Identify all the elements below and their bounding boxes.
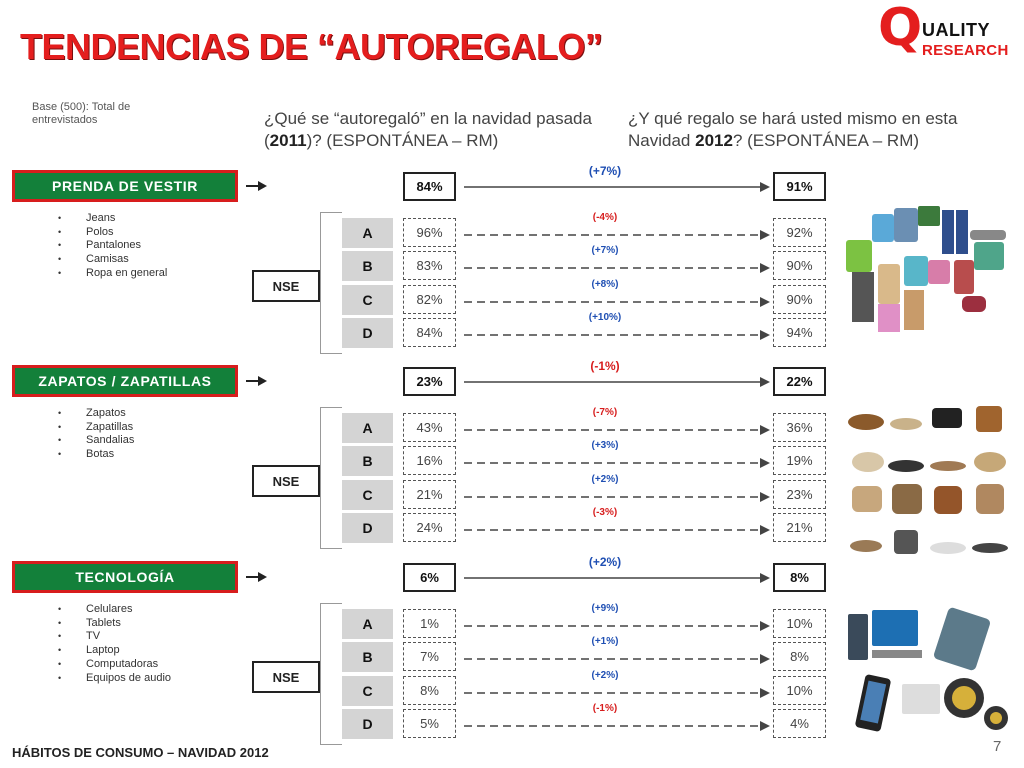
segment-2011-value: 1% <box>403 609 456 638</box>
quality-research-logo <box>878 0 1024 64</box>
segment-trend-arrow <box>460 490 772 504</box>
total-change-label: (-1%) <box>590 359 620 373</box>
total-2011-value: 23% <box>403 367 456 396</box>
total-2012-value: 8% <box>773 563 826 592</box>
segment-trend-arrow <box>460 523 772 537</box>
segment-trend-arrow <box>460 686 772 700</box>
category-item: • Celulares <box>58 603 171 617</box>
segment-label: A <box>342 413 393 443</box>
total-change-label: (+7%) <box>588 164 622 178</box>
segment-2012-value: 92% <box>773 218 826 247</box>
segment-2011-value: 7% <box>403 642 456 671</box>
segment-2012-value: 10% <box>773 676 826 705</box>
total-2011-value: 6% <box>403 563 456 592</box>
segment-change-label: (+3%) <box>591 440 619 451</box>
category-item-list <box>58 212 167 281</box>
total-2012-value: 91% <box>773 172 826 201</box>
segment-2012-value: 94% <box>773 318 826 347</box>
segment-2012-value: 19% <box>773 446 826 475</box>
logo-word-research: RESEARCH <box>922 42 1009 59</box>
segment-label: C <box>342 480 393 510</box>
segment-2012-value: 8% <box>773 642 826 671</box>
category-item: • Botas <box>58 448 134 462</box>
segment-change-label: (-3%) <box>592 507 618 518</box>
segment-2011-value: 21% <box>403 480 456 509</box>
category-label: TECNOLOGÍA <box>12 561 238 593</box>
segment-trend-arrow <box>460 295 772 309</box>
segment-change-label: (-4%) <box>592 212 618 223</box>
segment-label: D <box>342 709 393 739</box>
page-title: TENDENCIAS DE “AUTOREGALO” <box>20 26 603 67</box>
clothing-collage-image <box>842 200 1010 340</box>
segment-2011-value: 8% <box>403 676 456 705</box>
logo-q: Q <box>878 0 923 58</box>
category-item: • Camisas <box>58 253 167 267</box>
segment-change-label: (+2%) <box>591 474 619 485</box>
category-item: • Polos <box>58 226 167 240</box>
total-change-label: (+2%) <box>588 555 622 569</box>
segment-trend-arrow <box>460 261 772 275</box>
segment-trend-arrow <box>460 619 772 633</box>
segment-2011-value: 83% <box>403 251 456 280</box>
segment-label: B <box>342 642 393 672</box>
segment-label: D <box>342 513 393 543</box>
segment-change-label: (+7%) <box>591 245 619 256</box>
category-item: • Computadoras <box>58 658 171 672</box>
segment-trend-arrow <box>460 456 772 470</box>
segment-label: D <box>342 318 393 348</box>
question-2011: ¿Qué se “autoregaló” en la navidad pasada (2011)? (ESPONTÁNEA – RM) <box>264 109 592 150</box>
question-2012: ¿Y qué regalo se hará usted mismo en esta Navidad 2012? (ESPONTÁNEA – RM) <box>628 109 958 150</box>
category-item: • TV <box>58 630 171 644</box>
segment-trend-arrow <box>460 228 772 242</box>
category-item: • Ropa en general <box>58 267 167 281</box>
segment-label: C <box>342 676 393 706</box>
total-trend-arrow <box>460 375 772 389</box>
segment-2011-value: 16% <box>403 446 456 475</box>
segment-trend-arrow <box>460 328 772 342</box>
segment-trend-arrow <box>460 423 772 437</box>
category-arrow-icon <box>246 374 268 388</box>
category-item: • Tablets <box>58 617 171 631</box>
total-2011-value: 84% <box>403 172 456 201</box>
segment-2012-value: 4% <box>773 709 826 738</box>
total-trend-arrow <box>460 571 772 585</box>
footer-text: HÁBITOS DE CONSUMO – NAVIDAD 2012 <box>12 745 269 760</box>
category-item: • Zapatillas <box>58 421 134 435</box>
nse-label: NSE <box>252 270 320 302</box>
segment-trend-arrow <box>460 719 772 733</box>
category-label: ZAPATOS / ZAPATILLAS <box>12 365 238 397</box>
category-item-list <box>58 407 134 462</box>
category-item: • Equipos de audio <box>58 672 171 686</box>
segment-label: B <box>342 251 393 281</box>
category-item: • Sandalias <box>58 434 134 448</box>
segment-label: A <box>342 218 393 248</box>
category-item: • Pantalones <box>58 239 167 253</box>
category-item: • Jeans <box>58 212 167 226</box>
segment-2011-value: 82% <box>403 285 456 314</box>
segment-label: A <box>342 609 393 639</box>
category-item-list <box>58 603 171 685</box>
segment-2012-value: 23% <box>773 480 826 509</box>
segment-label: C <box>342 285 393 315</box>
segment-2012-value: 36% <box>773 413 826 442</box>
segment-change-label: (-1%) <box>592 703 618 714</box>
segment-change-label: (+8%) <box>591 279 619 290</box>
category-item: • Zapatos <box>58 407 134 421</box>
nse-bracket <box>320 407 342 549</box>
total-trend-arrow <box>460 180 772 194</box>
logo-word-quality: UALITY <box>922 20 990 40</box>
segment-trend-arrow <box>460 652 772 666</box>
segment-change-label: (+1%) <box>591 636 619 647</box>
segment-change-label: (+10%) <box>588 312 622 323</box>
category-arrow-icon <box>246 570 268 584</box>
nse-bracket <box>320 603 342 745</box>
segment-2011-value: 5% <box>403 709 456 738</box>
category-arrow-icon <box>246 179 268 193</box>
segment-change-label: (+9%) <box>591 603 619 614</box>
nse-label: NSE <box>252 465 320 497</box>
segment-change-label: (-7%) <box>592 407 618 418</box>
segment-2011-value: 84% <box>403 318 456 347</box>
base-note: Base (500): Total de entrevistados <box>32 101 131 126</box>
segment-2011-value: 96% <box>403 218 456 247</box>
page-number: 7 <box>993 738 1002 755</box>
segment-2011-value: 24% <box>403 513 456 542</box>
segment-2012-value: 21% <box>773 513 826 542</box>
segment-change-label: (+2%) <box>591 670 619 681</box>
segment-2012-value: 90% <box>773 251 826 280</box>
category-label: PRENDA DE VESTIR <box>12 170 238 202</box>
nse-bracket <box>320 212 342 354</box>
shoes-grid-image <box>846 400 1014 560</box>
total-2012-value: 22% <box>773 367 826 396</box>
segment-2012-value: 10% <box>773 609 826 638</box>
segment-2011-value: 43% <box>403 413 456 442</box>
category-item: • Laptop <box>58 644 171 658</box>
electronics-collage-image <box>842 604 1012 738</box>
segment-label: B <box>342 446 393 476</box>
segment-2012-value: 90% <box>773 285 826 314</box>
nse-label: NSE <box>252 661 320 693</box>
